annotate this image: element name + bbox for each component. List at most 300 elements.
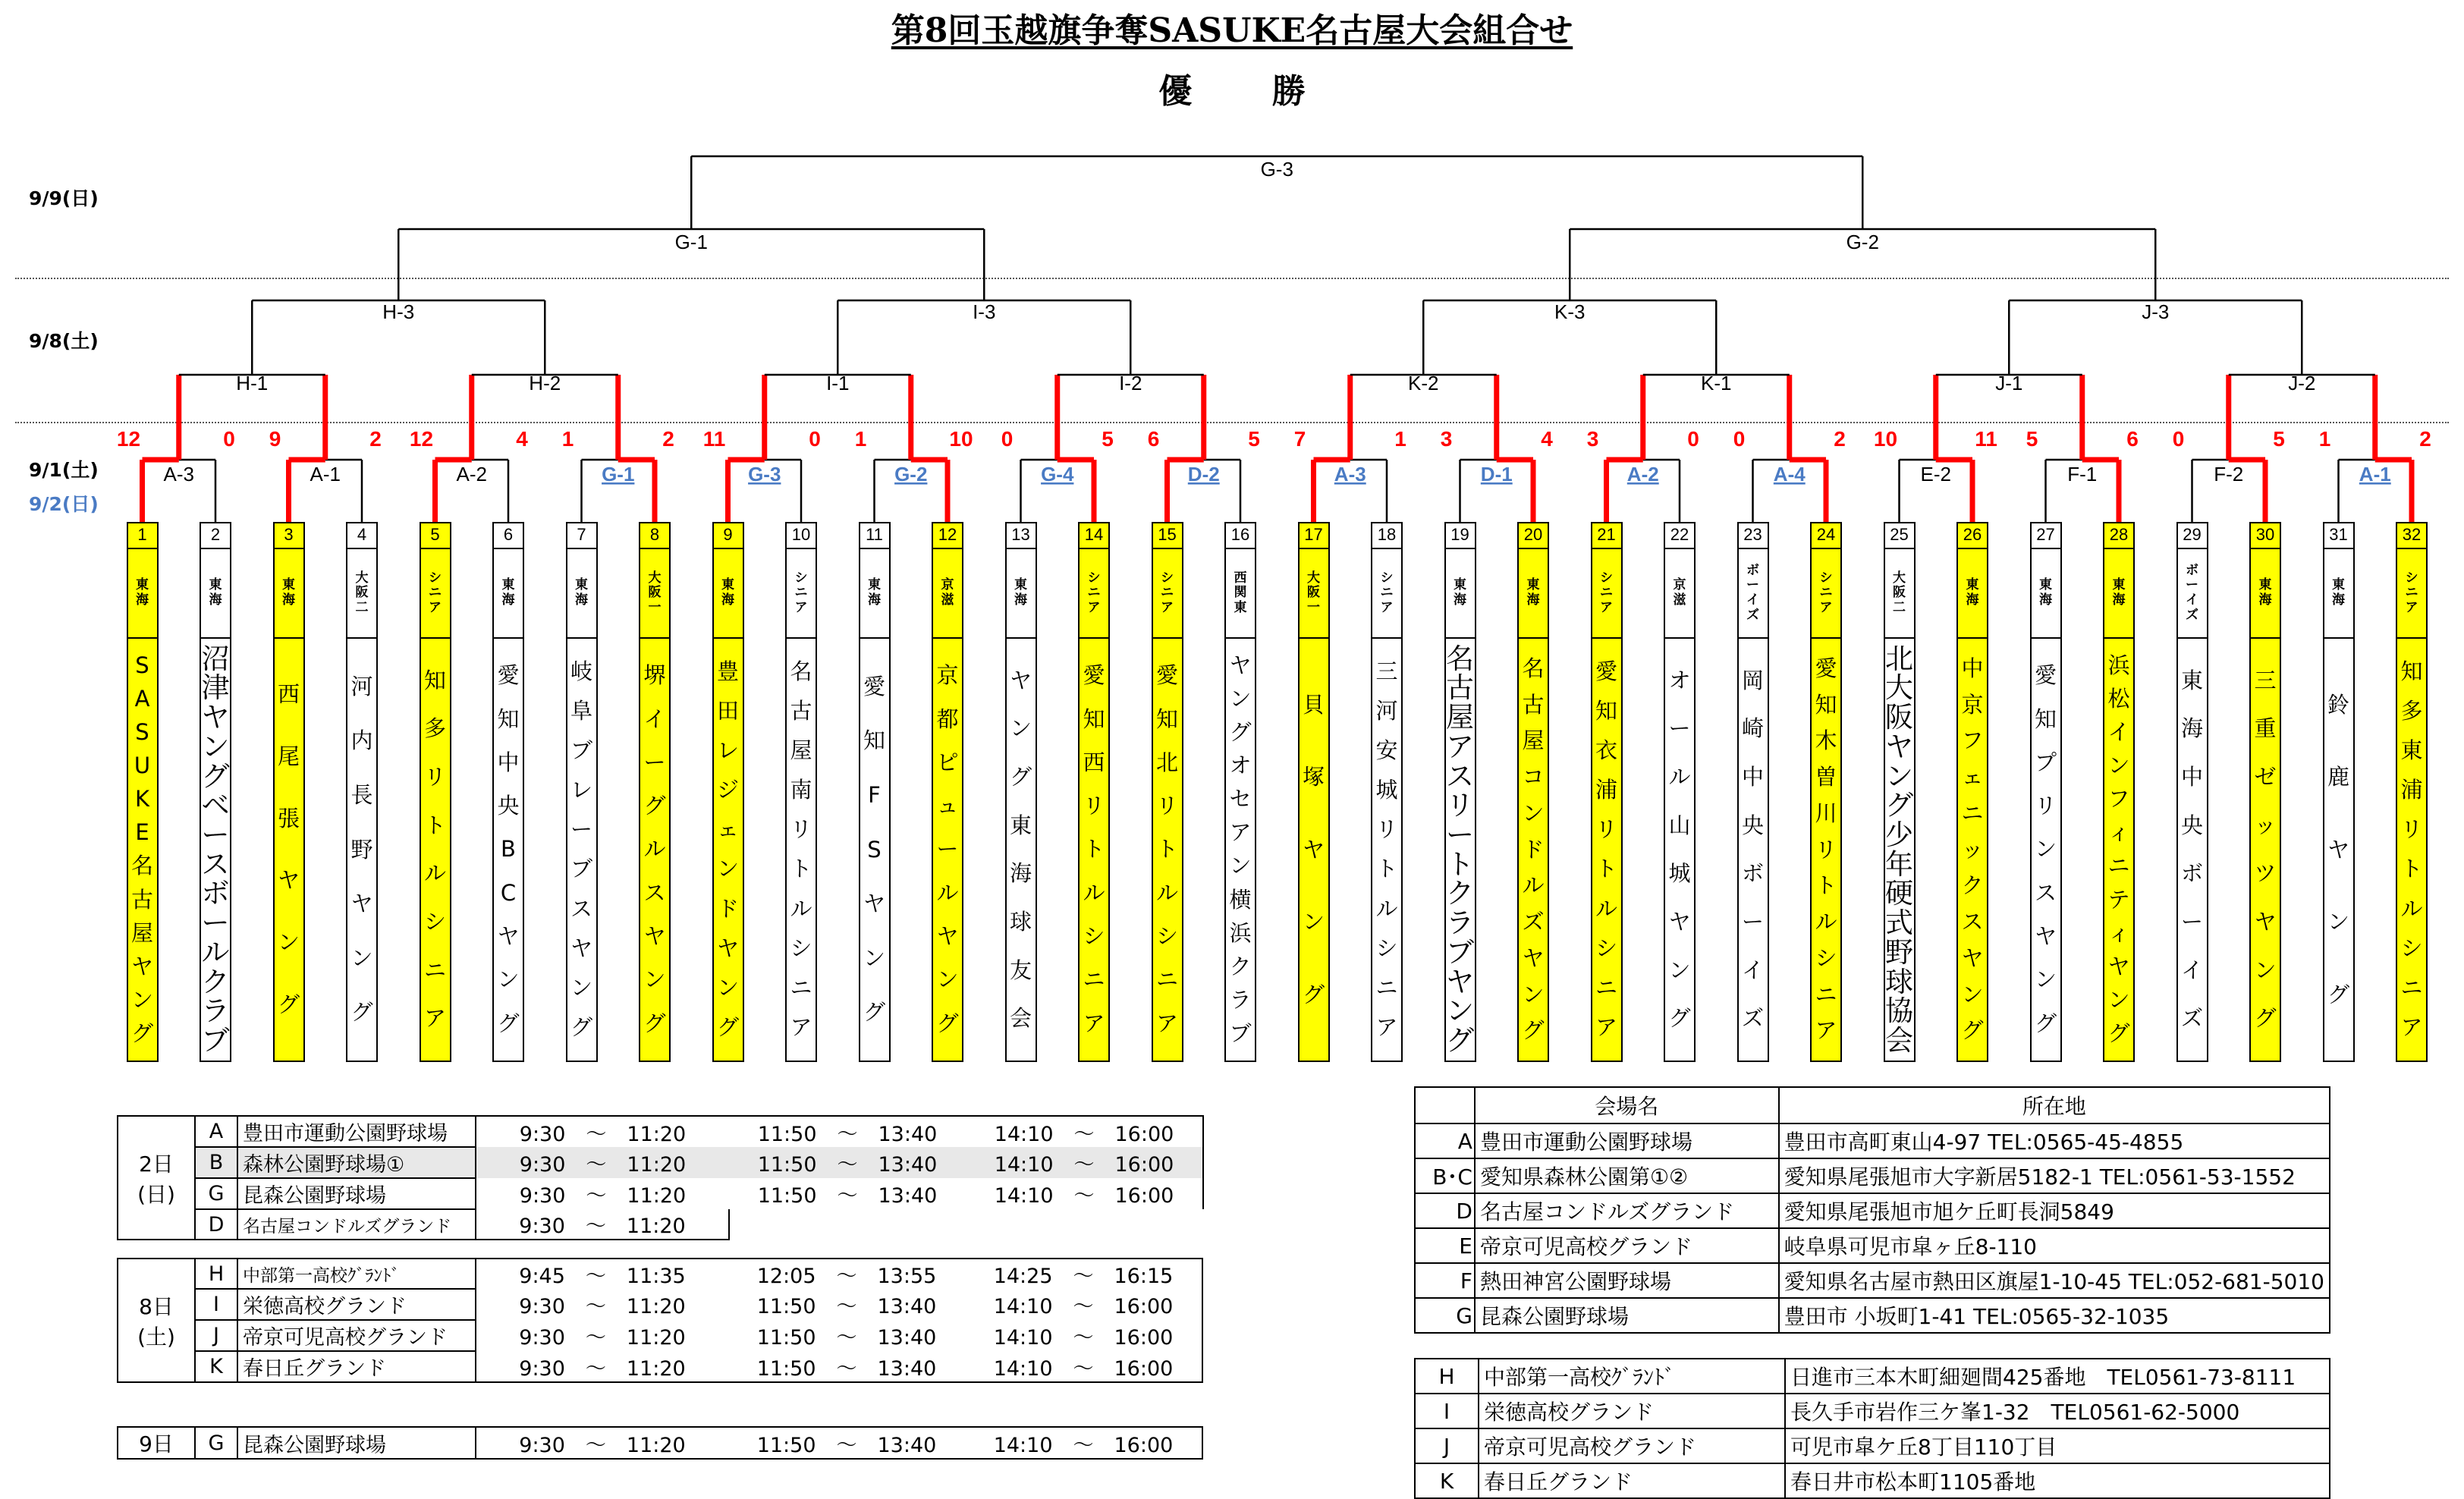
date-first-a: 9/1(土)	[29, 459, 99, 481]
team-name: 岐 阜 ブ レ ー ブ ス ヤ ン グ	[570, 658, 592, 1040]
team-number: 12	[933, 523, 962, 549]
team-card	[273, 522, 305, 1062]
team-region: シ ニ ア	[2397, 549, 2426, 639]
team-number: 6	[494, 523, 523, 549]
venue-name: 昆森公園野球場	[1475, 1298, 1779, 1333]
team-number: 16	[1226, 523, 1255, 549]
team-name: 北 大 阪 ヤ ン グ 少 年 硬 式 野 球 協 会	[1885, 642, 1913, 1057]
score-label: 3	[1586, 427, 1599, 451]
venue-name: 春日丘グランド	[237, 1351, 476, 1382]
team-card	[2103, 522, 2135, 1062]
venue-code: J	[195, 1320, 237, 1351]
team-region: 東 海	[567, 549, 596, 639]
page-title: 第8回玉越旗争奪SASUKE名古屋大会組合せ	[891, 11, 1573, 50]
venue-name: 中部第一高校ｸﾞﾗﾝﾄﾞ	[237, 1259, 476, 1289]
team-card	[1810, 522, 1842, 1062]
time-slot: 9:45 ～ 11:35	[476, 1259, 728, 1289]
venue-code: B･C	[1415, 1158, 1475, 1193]
venue-code: K	[1415, 1463, 1479, 1498]
score-label: 2	[2419, 427, 2431, 451]
schedule-day2	[117, 1115, 1204, 1240]
venue-name: 豊田市運動公園野球場	[1475, 1123, 1779, 1158]
team-card	[127, 522, 159, 1062]
team-region: 東 海	[1007, 549, 1036, 639]
schedule-row	[118, 1209, 1203, 1240]
team-name: 名 古 屋 ア ス リ ー ト ク ラ ブ ヤ ン グ	[1446, 642, 1474, 1057]
venue-address: 可児市皐ケ丘8丁目110丁目	[1785, 1428, 2330, 1463]
venue-name: 名古屋コンドルズグランド	[237, 1209, 476, 1240]
team-name: 三 重 ゼ ッ ツ ヤ ン グ	[2254, 667, 2277, 1032]
team-card	[1152, 522, 1183, 1062]
team-name: オ ー ル 山 城 ヤ ン グ	[1668, 667, 1691, 1032]
schedule-row	[118, 1351, 1202, 1382]
team-name: 愛 知 木 曽 川 リ ト ル シ ニ ア	[1815, 655, 1837, 1044]
team-number: 1	[128, 523, 157, 549]
match-label-r32: A-2	[1626, 463, 1659, 486]
match-label-qf: J-3	[2142, 300, 2170, 323]
date-first-b: 9/2(日)	[29, 493, 99, 515]
time-slot: 11:50 ～ 13:40	[729, 1116, 966, 1147]
match-label-final: G-3	[1260, 158, 1293, 181]
time-slot: 14:10 ～ 16:00	[966, 1178, 1203, 1209]
score-label: 6	[2126, 427, 2139, 451]
score-label: 2	[369, 427, 382, 451]
score-label: 0	[2172, 427, 2185, 451]
team-number: 5	[421, 523, 450, 549]
team-region: 東 海	[2251, 549, 2280, 639]
venue-name: 栄徳高校グランド	[237, 1289, 476, 1320]
team-region: 東 海	[2032, 549, 2060, 639]
venue-code: E	[1415, 1228, 1475, 1263]
team-card	[346, 522, 378, 1062]
team-card	[1444, 522, 1476, 1062]
team-number: 8	[640, 523, 669, 549]
schedule-day: 8日 (土)	[118, 1259, 195, 1382]
venue-code: I	[195, 1289, 237, 1320]
venue-row	[1415, 1359, 2330, 1394]
venue-name: 昆森公園野球場	[237, 1178, 476, 1209]
team-card	[932, 522, 963, 1062]
schedule-day8	[117, 1258, 1203, 1383]
match-label-r32: G-3	[748, 463, 781, 486]
team-name: 愛 知 衣 浦 リ ト ル シ ニ ア	[1595, 658, 1617, 1040]
team-name: 西 尾 張 ヤ ン グ	[277, 680, 300, 1018]
venue-code: G	[195, 1427, 237, 1459]
venue-name: 栄徳高校グランド	[1479, 1394, 1785, 1428]
team-card	[2396, 522, 2428, 1062]
team-name: 鈴 鹿 ヤ ン グ	[2327, 691, 2349, 1007]
score-label: 11	[702, 427, 726, 451]
team-number: 14	[1080, 523, 1108, 549]
venue-row	[1415, 1394, 2330, 1428]
team-card	[1371, 522, 1403, 1062]
time-slot: 9:30 ～ 11:20	[476, 1320, 728, 1351]
time-slot: 9:30 ～ 11:20	[476, 1178, 729, 1209]
team-name: 貝 塚 ヤ ン グ	[1302, 691, 1325, 1007]
venue-address: 岐阜県可児市皐ヶ丘8-110	[1779, 1228, 2330, 1263]
score-label: 1	[2318, 427, 2331, 451]
schedule-day: 2日 (日)	[118, 1116, 195, 1240]
team-region: 東 海	[1958, 549, 1987, 639]
team-card	[639, 522, 671, 1062]
match-label-r32: D-2	[1187, 463, 1220, 486]
empty-slot	[729, 1209, 966, 1240]
team-number: 19	[1446, 523, 1475, 549]
venue-code: A	[195, 1116, 237, 1147]
header-address: 所在地	[1779, 1087, 2330, 1123]
team-card	[712, 522, 744, 1062]
score-label: 4	[1541, 427, 1553, 451]
venue-address: 春日井市松本町1105番地	[1785, 1463, 2330, 1498]
team-card	[1517, 522, 1549, 1062]
team-name: 中 京 フ ェ ニ ッ ク ス ヤ ン グ	[1961, 655, 1984, 1044]
team-name: 知 多 リ ト ル シ ニ ア	[423, 667, 446, 1032]
team-region: シ ニ ア	[1080, 549, 1108, 639]
team-card	[566, 522, 598, 1062]
score-label: 10	[949, 427, 973, 451]
team-region: ボ ー イ ズ	[1739, 549, 1768, 639]
time-slot: 9:30 ～ 11:20	[476, 1289, 728, 1320]
match-label-r16: H-2	[529, 372, 561, 394]
time-slot: 11:50 ～ 13:40	[729, 1147, 966, 1178]
team-name: 愛 知 西 リ ト ル シ ニ ア	[1083, 662, 1105, 1036]
team-card	[2176, 522, 2208, 1062]
team-name: 愛 知 F S ヤ ン グ	[863, 673, 885, 1026]
schedule-row	[118, 1320, 1202, 1351]
time-slot: 14:10 ～ 16:00	[965, 1427, 1202, 1459]
match-label-qf: I-3	[973, 300, 996, 323]
team-name: 河 内 長 野 ヤ ン グ	[350, 673, 373, 1026]
venue-name: 中部第一高校ｸﾞﾗﾝﾄﾞ	[1479, 1359, 1785, 1394]
venue-table-2	[1414, 1358, 2330, 1499]
team-name: 三 河 安 城 リ ト ル シ ニ ア	[1375, 658, 1398, 1040]
team-region: 大 阪 二	[1885, 549, 1914, 639]
team-card	[859, 522, 891, 1062]
score-label: 0	[809, 427, 821, 451]
score-label: 1	[1394, 427, 1406, 451]
time-slot: 14:10 ～ 16:00	[965, 1320, 1202, 1351]
team-card	[1078, 522, 1110, 1062]
team-card	[420, 522, 451, 1062]
score-label: 2	[662, 427, 674, 451]
team-name: 愛 知 プ リ ン ス ヤ ン グ	[2034, 662, 2057, 1036]
team-number: 32	[2397, 523, 2426, 549]
score-label: 12	[409, 427, 434, 451]
team-name: 知 多 東 浦 リ ト ル シ ニ ア	[2400, 658, 2423, 1040]
schedule-day: 9日	[118, 1427, 195, 1459]
team-number: 10	[787, 523, 816, 549]
venue-code: H	[195, 1259, 237, 1289]
score-label: 11	[1975, 427, 1997, 451]
time-slot: 12:05 ～ 13:55	[728, 1259, 965, 1289]
team-number: 31	[2324, 523, 2353, 549]
team-region: 東 海	[201, 549, 230, 639]
score-label: 7	[1293, 427, 1306, 451]
venue-name: 帝京可児高校グランド	[1479, 1428, 1785, 1463]
team-card	[1005, 522, 1037, 1062]
schedule-row	[118, 1147, 1203, 1178]
venue-row	[1415, 1228, 2330, 1263]
time-slot: 9:30 ～ 11:20	[476, 1116, 729, 1147]
match-label-r32: A-4	[1773, 463, 1806, 486]
venue-address: 豊田市 小坂町1-41 TEL:0565-32-1035	[1779, 1298, 2330, 1333]
match-label-r32: G-1	[602, 463, 635, 486]
time-slot: 9:30 ～ 11:20	[476, 1351, 728, 1382]
score-label: 5	[2273, 427, 2285, 451]
team-region: シ ニ ア	[1372, 549, 1401, 639]
venue-name: 熱田神宮公園野球場	[1475, 1263, 1779, 1298]
time-slot: 11:50 ～ 13:40	[756, 1326, 937, 1350]
team-region: シ ニ ア	[421, 549, 450, 639]
team-region: 大 阪 二	[347, 549, 376, 639]
team-number: 18	[1372, 523, 1401, 549]
venue-address: 愛知県尾張旭市大字新居5182-1 TEL:0561-53-1552	[1779, 1158, 2330, 1193]
team-region: シ ニ ア	[1592, 549, 1621, 639]
venue-row	[1415, 1263, 2330, 1298]
team-name: 堺 イ ー グ ル ス ヤ ン グ	[643, 662, 666, 1036]
match-label-sf: G-2	[1846, 231, 1879, 253]
score-label: 5	[1248, 427, 1260, 451]
team-card	[785, 522, 817, 1062]
venue-row	[1415, 1298, 2330, 1333]
team-card	[1224, 522, 1256, 1062]
time-slot: 11:50 ～ 13:40	[728, 1427, 965, 1459]
venue-name: 春日丘グランド	[1479, 1463, 1785, 1498]
team-number: 26	[1958, 523, 1987, 549]
champion-label: 優 勝	[1158, 72, 1329, 111]
team-number: 13	[1007, 523, 1036, 549]
team-region: 東 海	[494, 549, 523, 639]
team-name: 愛 知 北 リ ト ル シ ニ ア	[1155, 662, 1178, 1036]
match-label-qf: H-3	[382, 300, 415, 323]
team-number: 29	[2178, 523, 2207, 549]
venue-address: 愛知県名古屋市熱田区旗屋1-10-45 TEL:052-681-5010	[1779, 1263, 2330, 1298]
team-number: 23	[1739, 523, 1768, 549]
venue-row	[1415, 1123, 2330, 1158]
team-name: 名 古 屋 コ ン ド ル ズ ヤ ン グ	[1522, 655, 1545, 1044]
venue-name: 愛知県森林公園第①②	[1475, 1158, 1779, 1193]
venue-code: F	[1415, 1263, 1475, 1298]
team-region: シ ニ ア	[787, 549, 816, 639]
team-card	[1591, 522, 1623, 1062]
score-label: 5	[2026, 427, 2038, 451]
team-region: 東 海	[714, 549, 743, 639]
team-region: 東 海	[1446, 549, 1475, 639]
team-card	[2323, 522, 2355, 1062]
team-number: 4	[347, 523, 376, 549]
venue-code: K	[195, 1351, 237, 1382]
score-label: 0	[1001, 427, 1014, 451]
venue-code: H	[1415, 1359, 1479, 1394]
team-region: ボ ー イ ズ	[2178, 549, 2207, 639]
venue-name: 帝京可児高校グランド	[237, 1320, 476, 1351]
match-label-r32: A-3	[1334, 463, 1366, 486]
team-region: 東 海	[2324, 549, 2353, 639]
venue-header-row	[1415, 1087, 2330, 1123]
team-region: 京 滋	[933, 549, 962, 639]
match-label-r32: A-1	[2359, 463, 2391, 486]
team-number: 17	[1300, 523, 1328, 549]
team-name: S A S U K E 名 古 屋 ヤ ン グ	[130, 652, 153, 1046]
team-region: 東 海	[860, 549, 889, 639]
venue-code: A	[1415, 1123, 1475, 1158]
team-card	[200, 522, 231, 1062]
header-venue: 会場名	[1475, 1087, 1779, 1123]
team-name: 沼 津 ヤ ン グ ベ ー ス ボ ー ル ク ラ ブ	[201, 642, 230, 1057]
team-card	[2030, 522, 2062, 1062]
venue-row	[1415, 1158, 2330, 1193]
schedule-row	[118, 1427, 1202, 1459]
team-region: 大 阪 一	[1300, 549, 1328, 639]
team-region: 東 海	[1519, 549, 1548, 639]
match-label-r16: J-1	[1995, 372, 2023, 394]
match-label-r16: I-2	[1119, 372, 1142, 394]
team-name: 名 古 屋 南 リ ト ル シ ニ ア	[790, 658, 812, 1040]
team-region: 東 海	[275, 549, 303, 639]
score-label: 9	[269, 427, 281, 451]
header-blank	[1415, 1087, 1475, 1123]
team-card	[492, 522, 524, 1062]
team-number: 20	[1519, 523, 1548, 549]
score-label: 10	[1873, 427, 1898, 451]
match-label-r16: K-2	[1408, 372, 1439, 394]
time-slot: 14:25 ～ 16:15	[965, 1259, 1202, 1289]
venue-code: D	[1415, 1193, 1475, 1228]
team-region: 大 阪 一	[640, 549, 669, 639]
venue-row	[1415, 1463, 2330, 1498]
team-region: シ ニ ア	[1812, 549, 1840, 639]
team-number: 24	[1812, 523, 1840, 549]
date-final: 9/9(日)	[29, 187, 99, 209]
team-name: ヤ ン グ 東 海 球 友 会	[1009, 667, 1032, 1032]
venue-row	[1415, 1193, 2330, 1228]
team-name: 愛 知 中 央 B C ヤ ン グ	[497, 662, 520, 1036]
venue-address: 日進市三本木町細廻間425番地 TEL0561-73-8111	[1785, 1359, 2330, 1394]
team-number: 2	[201, 523, 230, 549]
venue-address: 長久手市岩作三ケ峯1-32 TEL0561-62-5000	[1785, 1394, 2330, 1428]
match-label-r32: G-2	[894, 463, 928, 486]
team-number: 15	[1153, 523, 1182, 549]
team-number: 11	[860, 523, 889, 549]
team-number: 3	[275, 523, 303, 549]
time-slot: 11:50 ～ 13:40	[757, 1184, 938, 1208]
venue-row	[1415, 1428, 2330, 1463]
team-number: 27	[2032, 523, 2060, 549]
team-region: 京 滋	[1665, 549, 1694, 639]
time-slot: 14:10 ～ 16:00	[965, 1351, 1202, 1382]
score-label: 6	[1147, 427, 1160, 451]
team-card	[1737, 522, 1769, 1062]
score-label: 3	[1440, 427, 1453, 451]
team-region: シ ニ ア	[1153, 549, 1182, 639]
venue-code: J	[1415, 1428, 1479, 1463]
match-label-r16: J-2	[2288, 372, 2316, 394]
match-label-r32: A-3	[163, 463, 194, 486]
venue-table	[1414, 1086, 2330, 1334]
score-label: 0	[1687, 427, 1699, 451]
team-name: 東 海 中 央 ボ ー イ ズ	[2180, 667, 2203, 1032]
venue-name: 森林公園野球場①	[237, 1147, 476, 1178]
schedule-row	[118, 1289, 1202, 1320]
venue-code: G	[195, 1178, 237, 1209]
time-slot: 14:10 ～ 16:00	[965, 1289, 1202, 1320]
team-region: 東 海	[128, 549, 157, 639]
team-number: 28	[2104, 523, 2133, 549]
team-card	[2249, 522, 2281, 1062]
match-label-r32: A-2	[456, 463, 487, 486]
team-region: 西 関 東	[1226, 549, 1255, 639]
team-region: 東 海	[2104, 549, 2133, 639]
match-label-r16: I-1	[826, 372, 850, 394]
time-slot: 9:30 ～ 11:20	[476, 1209, 729, 1240]
match-label-r32: F-1	[2067, 463, 2098, 486]
time-slot: 14:10 ～ 16:00	[966, 1147, 1203, 1178]
team-name: 浜 松 イ ン フ ィ ニ テ ィ ヤ ン グ	[2107, 652, 2130, 1046]
venue-address: 豊田市高町東山4-97 TEL:0565-45-4855	[1779, 1123, 2330, 1158]
team-card	[1298, 522, 1330, 1062]
team-number: 7	[567, 523, 596, 549]
time-slot: 11:50 ～ 13:40	[728, 1351, 965, 1382]
venue-code: I	[1415, 1394, 1479, 1428]
venue-name: 帝京可児高校グランド	[1475, 1228, 1779, 1263]
schedule-row	[118, 1178, 1203, 1209]
score-label: 1	[854, 427, 867, 451]
score-label: 5	[1102, 427, 1114, 451]
match-label-r32: G-4	[1041, 463, 1074, 486]
score-label: 0	[1733, 427, 1746, 451]
team-name: 岡 崎 中 央 ボ ー イ ズ	[1741, 667, 1764, 1032]
team-number: 25	[1885, 523, 1914, 549]
time-slot: 9:30 ～ 11:20	[476, 1427, 728, 1459]
team-name: 京 都 ピ ュ ー ル ヤ ン グ	[936, 662, 959, 1036]
team-card	[1664, 522, 1696, 1062]
team-card	[1956, 522, 1988, 1062]
match-label-r32: D-1	[1480, 463, 1513, 486]
match-label-r16: H-1	[236, 372, 269, 394]
team-number: 30	[2251, 523, 2280, 549]
score-label: 0	[223, 427, 235, 451]
venue-name: 昆森公園野球場	[237, 1427, 476, 1459]
match-label-sf: G-1	[674, 231, 708, 253]
team-number: 9	[714, 523, 743, 549]
match-label-r16: K-1	[1701, 372, 1732, 394]
score-label: 12	[116, 427, 141, 451]
team-number: 22	[1665, 523, 1694, 549]
match-label-r32: E-2	[1920, 463, 1951, 486]
venue-code: B	[195, 1147, 237, 1178]
time-slot: 9:30 ～ 11:20	[476, 1147, 729, 1178]
empty-slot	[966, 1209, 1203, 1240]
team-number: 21	[1592, 523, 1621, 549]
venue-address: 愛知県尾張旭市旭ケ丘町長洞5849	[1779, 1193, 2330, 1228]
team-name: 豊 田 レ ジ ェ ン ド ヤ ン グ	[716, 658, 739, 1040]
venue-name: 豊田市運動公園野球場	[237, 1116, 476, 1147]
venue-code: D	[195, 1209, 237, 1240]
schedule-day9	[117, 1426, 1203, 1460]
team-card	[1884, 522, 1916, 1062]
venue-name: 名古屋コンドルズグランド	[1475, 1193, 1779, 1228]
venue-code: G	[1415, 1298, 1475, 1333]
team-name: ヤ ン グ オ セ ア ン 横 浜 ク ラ ブ	[1229, 652, 1252, 1046]
match-label-r32: F-2	[2214, 463, 2244, 486]
schedule-row	[118, 1116, 1203, 1147]
match-label-r32: A-1	[310, 463, 341, 486]
score-label: 1	[561, 427, 574, 451]
time-slot: 11:50 ～ 13:40	[756, 1295, 937, 1318]
schedule-row	[118, 1259, 1202, 1289]
score-label: 4	[516, 427, 528, 451]
time-slot: 14:10 ～ 16:00	[966, 1116, 1203, 1147]
